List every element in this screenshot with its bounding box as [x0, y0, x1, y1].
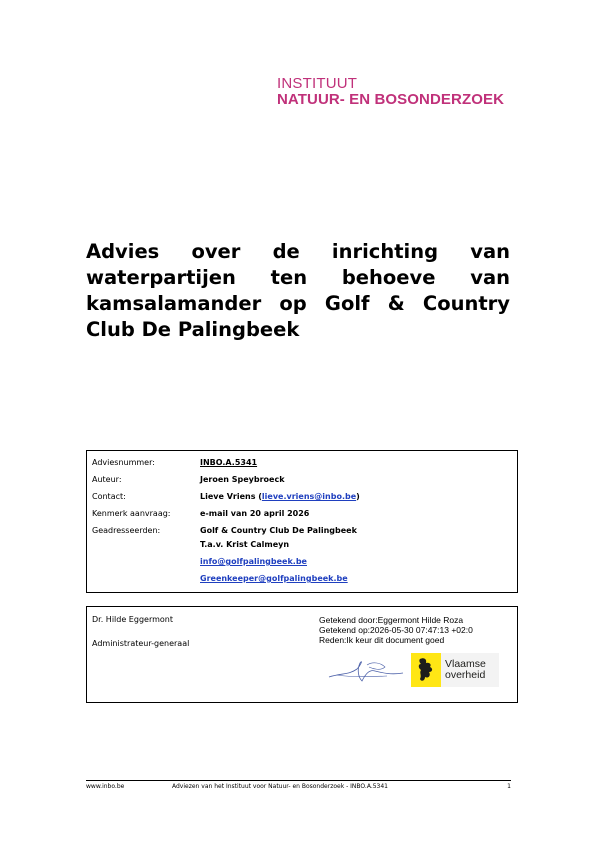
handwritten-signature [327, 655, 407, 685]
row-geadresseerden-2 [92, 540, 289, 550]
signature-box [86, 606, 518, 703]
email-link-2[interactable]: Greenkeeper@golfpalingbeek.be [200, 574, 348, 583]
adviesnummer-value: INBO.A.5341 [200, 458, 258, 467]
geadresseerden-value-2: T.a.v. Krist Calmeyn [200, 540, 290, 549]
logo-line-1: INSTITUUT [277, 75, 358, 92]
vlaamse-overheid-text [445, 659, 486, 681]
geadresseerden-value-1: Golf & Country Club De Palingbeek [200, 526, 357, 535]
logo-line-2: NATUUR- EN BOSONDERZOEK [277, 91, 505, 108]
auteur-value: Jeroen Speybroeck [200, 475, 285, 484]
page-footer [86, 780, 511, 790]
signature-reason: Reden:Ik keur dit document goed [319, 635, 445, 645]
inbo-logo [277, 76, 504, 108]
adviesnummer-label: Adviesnummer: [92, 458, 155, 467]
signed-by: Getekend door:Eggermont Hilde Roza [319, 615, 464, 625]
row-contact [92, 492, 360, 502]
auteur-label: Auteur: [92, 475, 122, 484]
contact-close: ) [356, 492, 360, 501]
advice-info-box [86, 450, 518, 593]
row-auteur [92, 475, 285, 485]
kenmerk-label: Kenmerk aanvraag: [92, 509, 171, 518]
row-geadresseerden [92, 526, 357, 536]
document-title: Advies over de inrichting van waterpartijen ten behoeve van kamsalamander op Golf & Country Club De Palingbeek [86, 240, 510, 341]
vlaamse-overheid-logo [411, 653, 499, 687]
logo-text-line-1: Vlaamse [445, 658, 486, 670]
signer-role: Administrateur-generaal [92, 639, 190, 648]
row-kenmerk [92, 509, 309, 519]
row-email-2 [92, 574, 348, 584]
flemish-lion-icon [411, 653, 441, 687]
signed-on: Getekend op:2026-05-30 07:47:13 +02:0 [319, 625, 473, 635]
row-email-1 [92, 557, 307, 567]
footer-series: Adviezen van het Instituut voor Natuur- en Bosonderzoek - INBO.A.5341 [172, 783, 388, 790]
kenmerk-value: e-mail van 20 april 2026 [200, 509, 310, 518]
geadresseerden-label: Geadresseerden: [92, 526, 161, 535]
contact-label: Contact: [92, 492, 126, 501]
signer-name: Dr. Hilde Eggermont [92, 615, 173, 624]
footer-page-number: 1 [507, 783, 511, 790]
row-adviesnummer [92, 458, 257, 468]
logo-text-line-2: overheid [445, 669, 486, 681]
signature-metadata [319, 615, 473, 645]
footer-website: www.inbo.be [86, 783, 125, 790]
contact-email-link[interactable]: lieve.vriens@inbo.be [261, 492, 357, 501]
contact-name: Lieve Vriens ( [200, 492, 262, 501]
email-link-1[interactable]: info@golfpalingbeek.be [200, 557, 307, 566]
